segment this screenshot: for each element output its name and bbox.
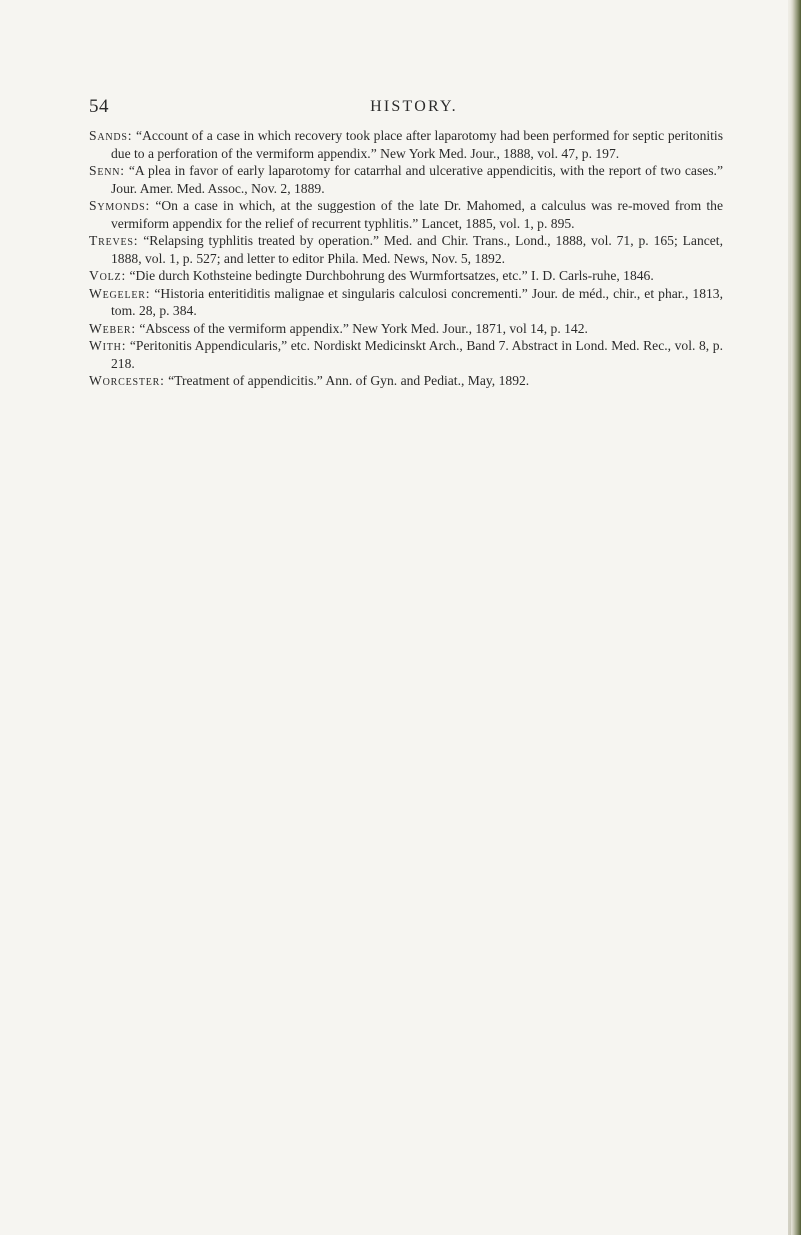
- bibliography-entry-symonds: [89, 197, 723, 232]
- bibliography-entry-sands: [89, 127, 723, 162]
- entry-citation: “Relapsing typhlitis treated by operation.” Med. and Chir. Trans., Lond., 1888, vol. 71, p. 165; Lancet, 1888, vol. 1, p. 527; and letter to editor Phila. Med. News, Nov. 5, 1892.: [111, 233, 723, 266]
- entry-author: Senn:: [89, 163, 125, 178]
- bibliography-entry-worcester: [89, 372, 723, 390]
- entry-citation: “Account of a case in which recovery took place after laparotomy had been performed for septic peritonitis due to a perforation of the vermiform appendix.” New York Med. Jour., 1888, vol. 47, p. 197.: [111, 128, 724, 161]
- entry-author: Weber:: [89, 320, 136, 336]
- entry-author: Sands:: [89, 128, 133, 143]
- entry-author: Worcester:: [89, 373, 165, 388]
- bibliography-entry-wegeler: [89, 285, 723, 320]
- bibliography-entry-volz: [89, 267, 723, 285]
- bibliography-entry-treves: [89, 232, 723, 267]
- entry-author: Wegeler:: [89, 285, 151, 301]
- entry-citation: “Treatment of appendicitis.” Ann. of Gyn. and Pediat., May, 1892.: [168, 373, 530, 388]
- entry-author: Treves:: [89, 233, 139, 248]
- entry-author: Volz:: [89, 268, 127, 283]
- bibliography-entry-with: [89, 337, 723, 372]
- running-head: [89, 96, 721, 120]
- entry-author: Symonds:: [89, 198, 151, 213]
- entry-citation: “A plea in favor of early laparotomy for catarrhal and ulcerative appendicitis, with the report of two cases.” Jour. Amer. Med. Assoc., Nov. 2, 1889.: [111, 163, 723, 196]
- page-number: 54: [89, 96, 109, 117]
- entry-citation: “Historia enteritiditis malignae et singularis calculosi concrementi.” Jour. de méd., chir., et phar., 1813, tom. 28, p. 384.: [111, 285, 723, 318]
- entry-citation: “Die durch Kothsteine bedingte Durchbohrung des Wurmfortsatzes, etc.” I. D. Carls-ruhe, 1846.: [129, 268, 654, 283]
- bibliography-entry-senn: [89, 162, 723, 197]
- bibliography-entry-weber: [89, 320, 723, 338]
- bibliography-list: [89, 127, 723, 390]
- page-edge-shadow: [788, 0, 791, 1235]
- entry-citation: “On a case in which, at the suggestion of the late Dr. Mahomed, a calculus was re-moved from the vermiform appendix for the relief of recurrent typhlitis.” Lancet, 1885, vol. 1, p. 895.: [111, 198, 723, 231]
- entry-author: With:: [89, 338, 127, 353]
- entry-citation: “Peritonitis Appendicularis,” etc. Nordiskt Medicinskt Arch., Band 7. Abstract in Lond. Med. Rec., vol. 8, p. 218.: [111, 338, 723, 371]
- page-title: HISTORY.: [370, 98, 458, 115]
- entry-citation: “Abscess of the vermiform appendix.” New York Med. Jour., 1871, vol 14, p. 142.: [139, 320, 588, 336]
